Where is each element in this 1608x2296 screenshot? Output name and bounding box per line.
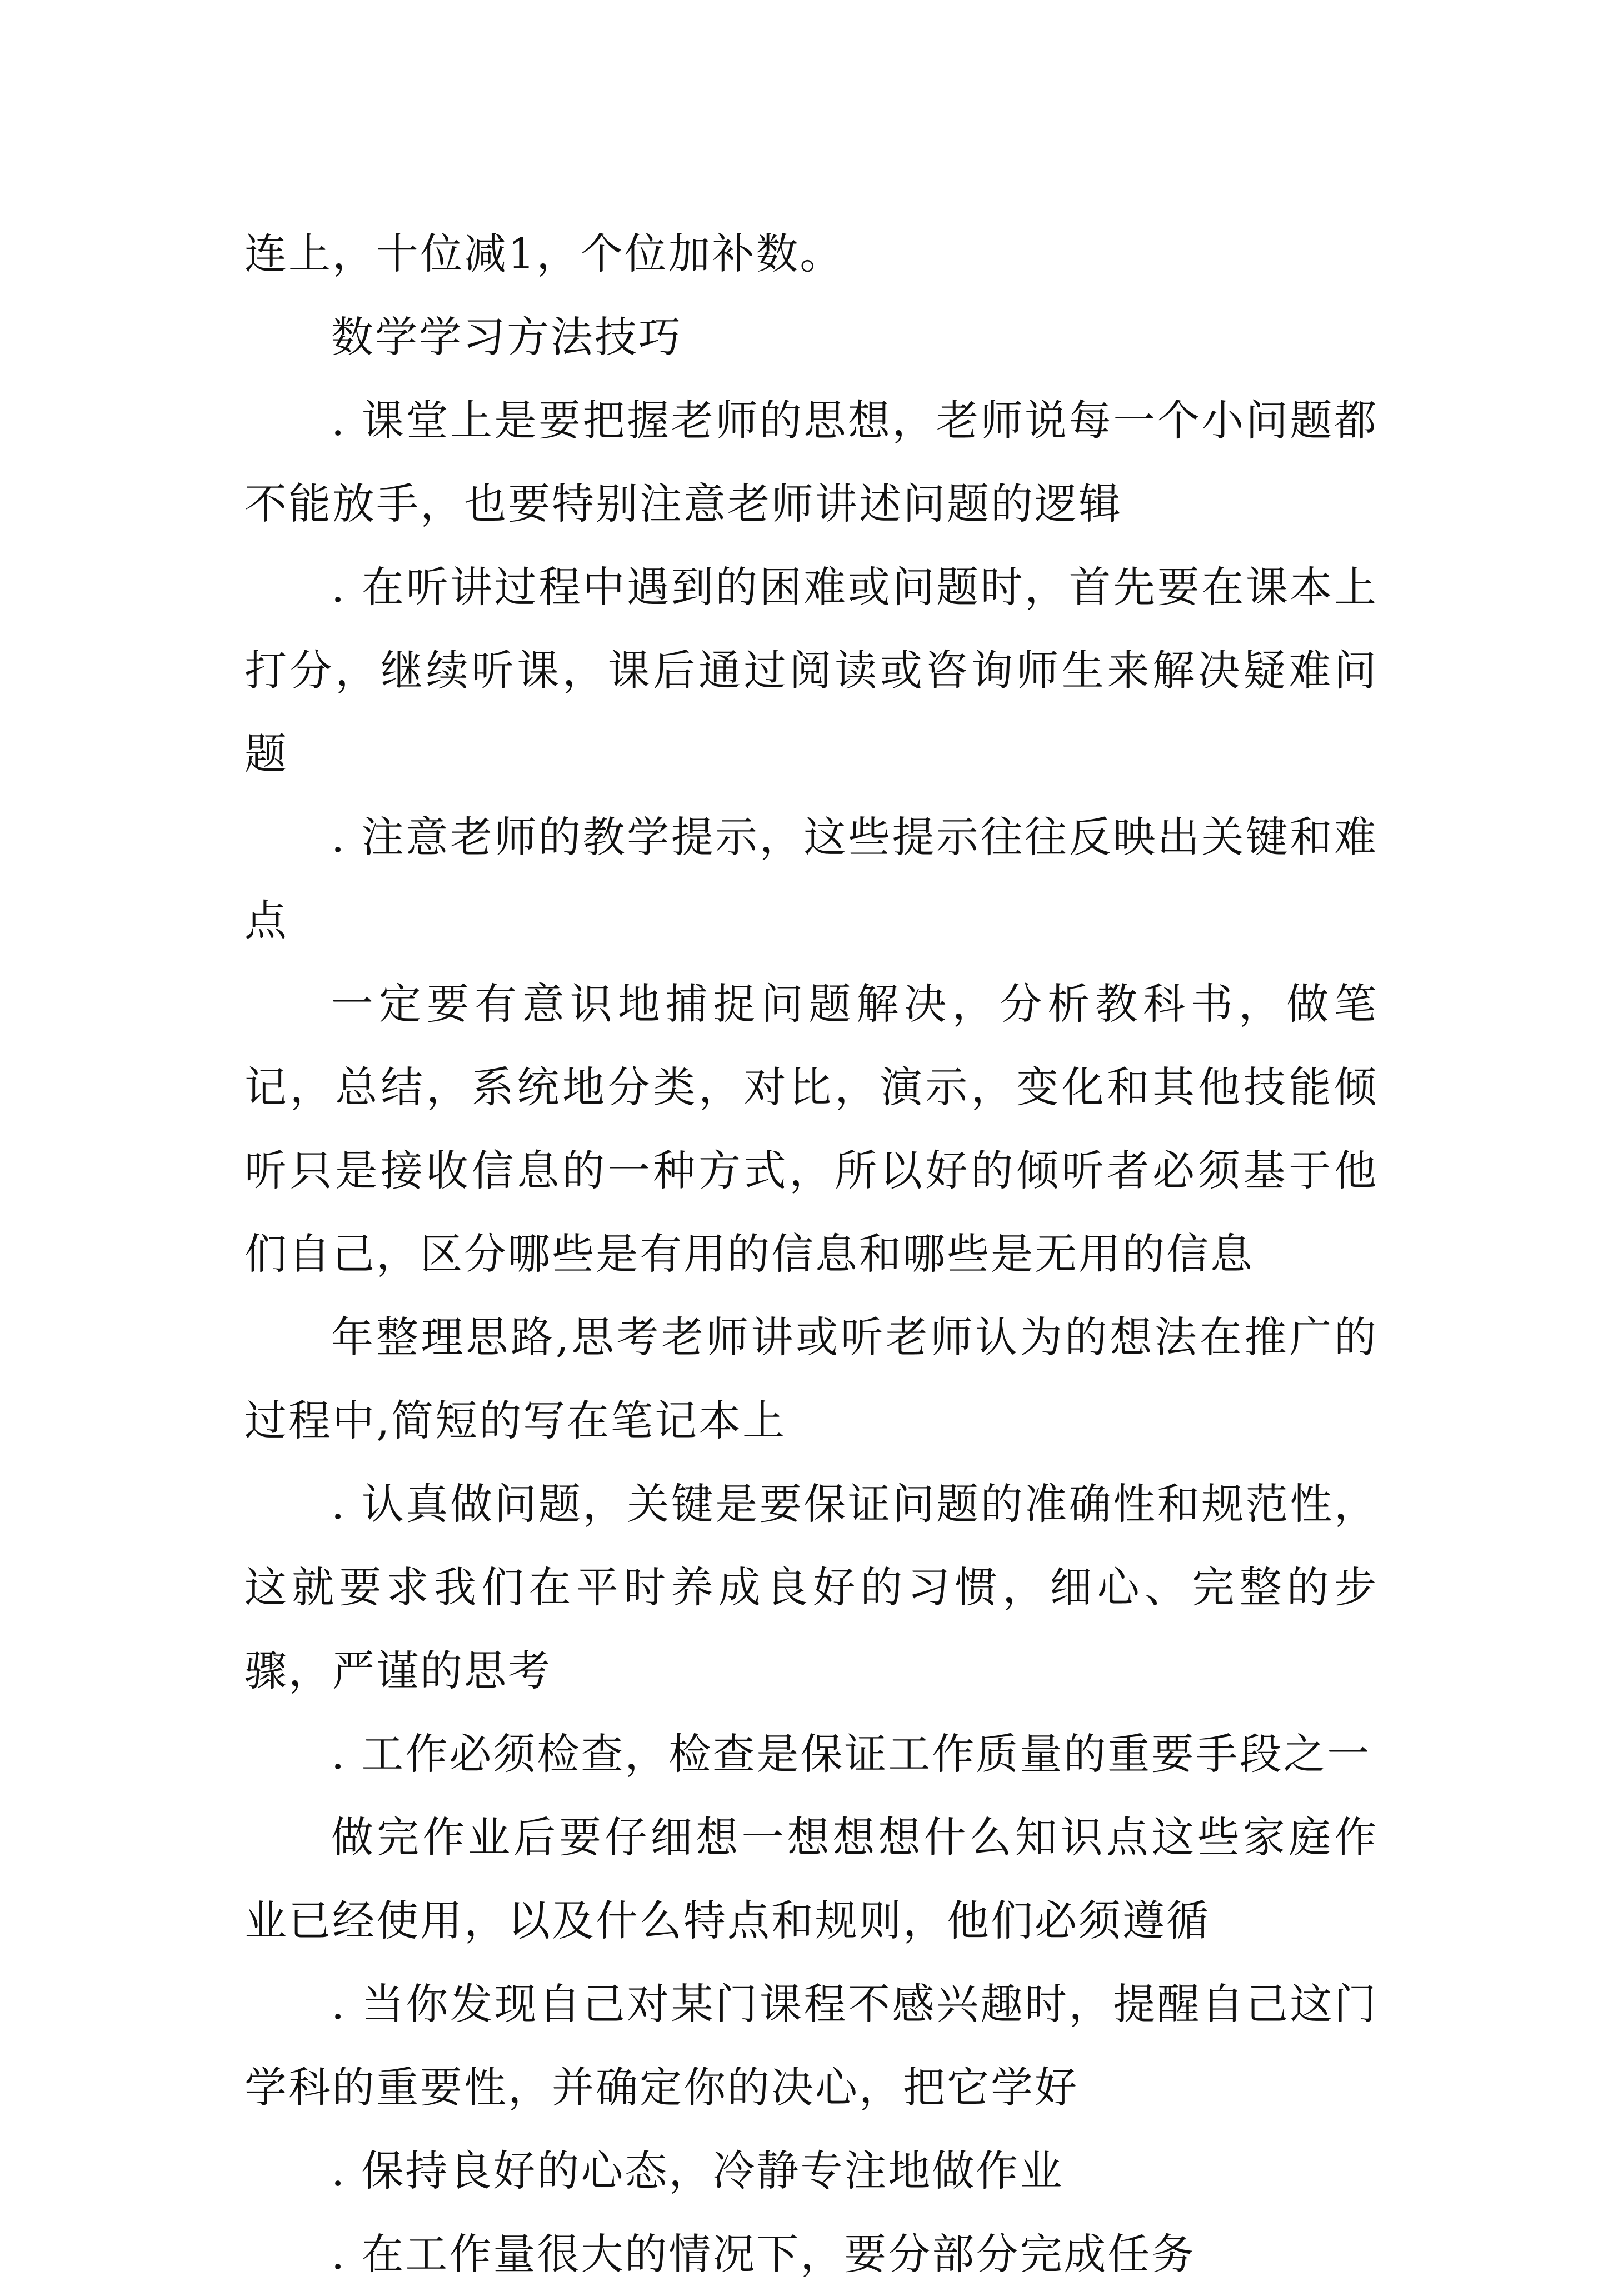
- paragraph: 做完作业后要仔细想一想想想什么知识点这些家庭作业已经使用，以及什么特点和规则，他们必须遵循: [244, 1813, 1378, 1945]
- paragraph: . 当你发现自己对某门课程不感兴趣时，提醒自己这门学科的重要性，并确定你的决心，把它学好: [244, 1979, 1378, 2112]
- paragraph: . 在听讲过程中遇到的困难或问题时，首先要在课本上打分，继续听课，课后通过阅读或咨询师生来解决疑难问题: [244, 562, 1378, 778]
- paragraph: . 注意老师的教学提示，这些提示往往反映出关键和难点: [244, 812, 1378, 945]
- paragraph: 连上，十位减1，个位加补数。: [244, 229, 844, 278]
- paragraph: . 认真做问题，关键是要保证问题的准确性和规范性，这就要求我们在平时养成良好的习惯，细心、完整的步骤，严谨的思考: [244, 1479, 1378, 1695]
- paragraph: . 在工作量很大的情况下，要分部分完成任务: [331, 2229, 1196, 2279]
- section-heading: 数学学习方法技巧: [331, 312, 682, 362]
- paragraph: . 保持良好的心态，冷静专注地做作业: [331, 2146, 1064, 2195]
- paragraph: 年整理思路,思考老师讲或听老师认为的想法在推广的过程中,简短的写在笔记本上: [244, 1312, 1378, 1445]
- document-body: [244, 212, 1378, 2296]
- paragraph: 一定要有意识地捕捉问题解决，分析教科书，做笔记，总结，系统地分类，对比，演示，变化和其他技能倾听只是接收信息的一种方式，所以好的倾听者必须基于他们自己，区分哪些是有用的信息和哪些是无用的信息: [244, 979, 1378, 1279]
- paragraph: . 工作必须检查，检查是保证工作质量的重要手段之一: [331, 1729, 1371, 1779]
- paragraph: . 课堂上是要把握老师的思想，老师说每一个小问题都不能放手，也要特别注意老师讲述问题的逻辑: [244, 396, 1378, 528]
